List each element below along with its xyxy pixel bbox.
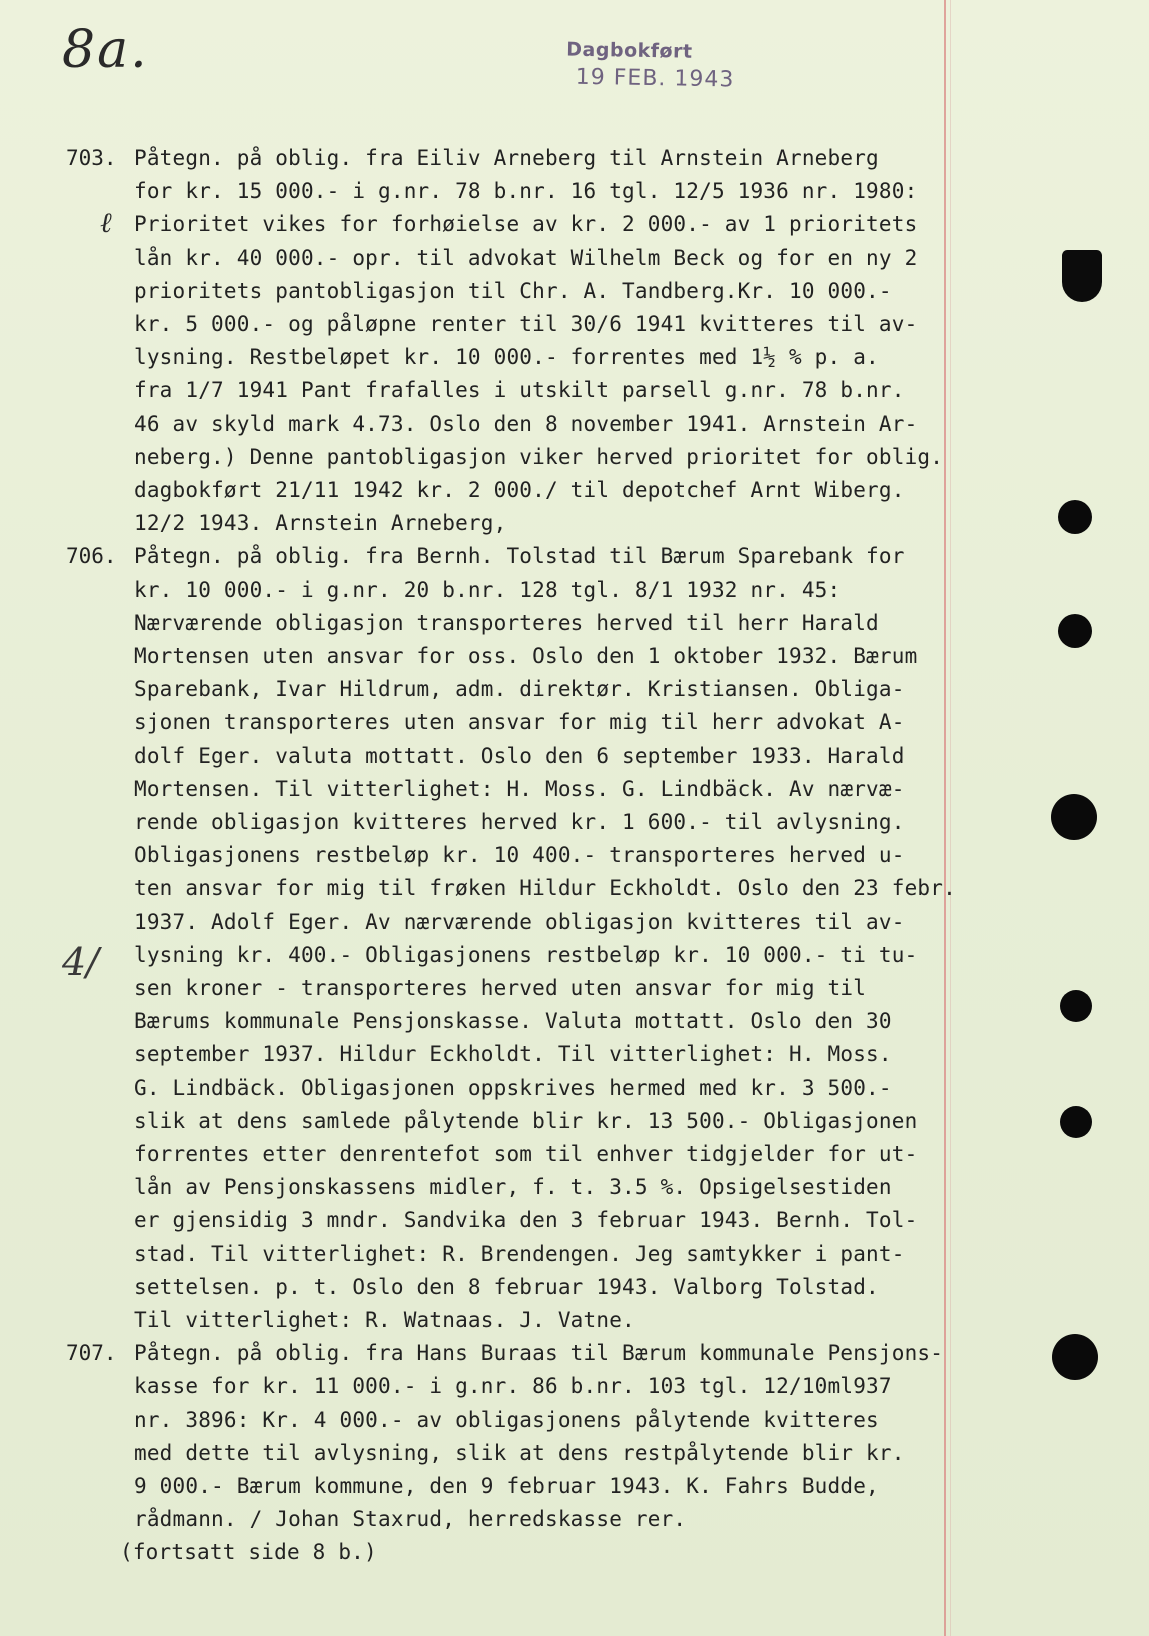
punch-hole [1058, 500, 1092, 534]
entry-line: Obligasjonens restbeløp kr. 10 400.- transporteres herved u- [134, 843, 905, 868]
entry-line: dolf Eger. valuta mottatt. Oslo den 6 september 1933. Harald [134, 743, 905, 768]
entry-line: nr. 3896: Kr. 4 000.- av obligasjonens pålytende kvitteres [134, 1407, 879, 1432]
entry-line: sen kroner - transporteres herved uten ansvar for mig til [134, 976, 867, 1000]
entry-line: Sparebank, Ivar Hildrum, adm. direktør. Kristiansen. Obliga- [134, 677, 905, 702]
punch-hole [1058, 614, 1092, 648]
entry-line: september 1937. Hildur Eckholdt. Til vitterlighet: H. Moss. [134, 1042, 892, 1067]
entry-line: lysning kr. 400.- Obligasjonens restbeløp kr. 10 000.- ti tu- [134, 942, 918, 967]
entry-line: med dette til avlysning, slik at dens restpålytende blir kr. [134, 1440, 905, 1465]
entry-line: ten ansvar for mig til frøken Hildur Eckholdt. Oslo den 23 febr. [134, 876, 956, 901]
entry-line: stad. Til vitterlighet: R. Brendengen. Jeg samtykker i pant- [134, 1241, 905, 1266]
entry-line: dagbokført 21/11 1942 kr. 2 000./ til depotchef Arnt Wiberg. [134, 478, 905, 502]
entry-line: rådmann. / Johan Staxrud, herredskasse rer. [134, 1507, 687, 1532]
entry-line: G. Lindbäck. Obligasjonen oppskrives hermed med kr. 3 500.- [134, 1075, 892, 1100]
entry-line: 1937. Adolf Eger. Av nærværende obligasjon kvitteres til av- [134, 909, 905, 934]
entry-line: (fortsatt side 8 b.) [120, 1540, 377, 1565]
entry-number: 703. [66, 146, 117, 170]
entry-line: for kr. 15 000.- i g.nr. 78 b.nr. 16 tgl. 12/5 1936 nr. 1980: [134, 179, 918, 204]
punch-hole [1051, 794, 1097, 840]
page-number-mark: 8a. [62, 20, 149, 80]
entry-number: 706. [66, 544, 117, 569]
entry-line: slik at dens samlede pålytende blir kr. 13 500.- Obligasjonen [134, 1108, 918, 1133]
entry-line: kr. 5 000.- og påløpne renter til 30/6 1941 kvitteres til av- [134, 312, 918, 336]
entry-line: Påtegn. på oblig. fra Hans Buraas til Bærum kommunale Pensjons- [134, 1341, 944, 1366]
entry-line: Nærværende obligasjon transporteres herved til herr Harald [134, 610, 879, 635]
entry-line: lån kr. 40 000.- opr. til advokat Wilhelm Beck og for en ny 2 [134, 245, 918, 270]
margin-handwritten-note: 4/ [62, 940, 99, 984]
margin-handwritten-mark: ℓ [100, 206, 112, 239]
binder-tab [1062, 250, 1102, 302]
entry-line: er gjensidig 3 mndr. Sandvika den 3 februar 1943. Bernh. Tol- [134, 1208, 918, 1233]
entry-line: settelsen. p. t. Oslo den 8 februar 1943. Valborg Tolstad. [134, 1274, 879, 1299]
stamp-label: Dagbokført [566, 38, 693, 63]
stamp-date: 19 FEB. 1943 [575, 64, 735, 93]
registration-stamp [566, 39, 735, 93]
entry-line: sjonen transporteres uten ansvar for mig til herr advokat A- [134, 710, 905, 735]
entry-line: Påtegn. på oblig. fra Eiliv Arneberg til Arnstein Arneberg [134, 146, 879, 170]
entry-line: Mortensen. Til vitterlighet: H. Moss. G. Lindbäck. Av nærvæ- [134, 776, 905, 801]
entry-number: 707. [66, 1341, 117, 1366]
entry-line: neberg.) Denne pantobligasjon viker herved prioritet for oblig. [134, 444, 944, 469]
entry-line: Mortensen uten ansvar for oss. Oslo den 1 oktober 1932. Bærum [134, 644, 918, 668]
entry-line: kr. 10 000.- i g.nr. 20 b.nr. 128 tgl. 8/1 1932 nr. 45: [134, 577, 841, 602]
entry-line: lån av Pensjonskassens midler, f. t. 3.5 %. Opsigelsestiden [134, 1175, 892, 1200]
entry-line: Påtegn. på oblig. fra Bernh. Tolstad til Bærum Sparebank for [134, 544, 905, 569]
punch-hole [1052, 1334, 1098, 1380]
entry-line: forrentes etter denrentefot som til enhver tidgjelder for ut- [134, 1142, 918, 1166]
entry-line: Bærums kommunale Pensjonskasse. Valuta mottatt. Oslo den 30 [134, 1009, 892, 1034]
entry-line: 12/2 1943. Arnstein Arneberg, [134, 511, 507, 536]
margin-rule-shadow [950, 0, 951, 1636]
punch-hole [1060, 990, 1092, 1022]
entry-line: lysning. Restbeløpet kr. 10 000.- forrentes med 1½ % p. a. [134, 345, 879, 370]
entry-line: kasse for kr. 11 000.- i g.nr. 86 b.nr. 103 tgl. 12/10ml937 [134, 1374, 892, 1399]
entry-line: fra 1/7 1941 Pant frafalles i utskilt parsell g.nr. 78 b.nr. [134, 378, 905, 403]
entry-line: prioritets pantobligasjon til Chr. A. Tandberg.Kr. 10 000.- [134, 278, 892, 303]
entry-line: 9 000.- Bærum kommune, den 9 februar 1943. K. Fahrs Budde, [134, 1474, 879, 1498]
entry-line: 46 av skyld mark 4.73. Oslo den 8 november 1941. Arnstein Ar- [134, 411, 918, 436]
entry-line: Til vitterlighet: R. Watnaas. J. Vatne. [134, 1308, 635, 1332]
punch-hole [1060, 1106, 1092, 1138]
margin-rule [944, 0, 946, 1636]
entry-line: rende obligasjon kvitteres herved kr. 1 600.- til avlysning. [134, 810, 905, 834]
entry-line: Prioritet vikes for forhøielse av kr. 2 000.- av 1 prioritets [134, 212, 918, 237]
